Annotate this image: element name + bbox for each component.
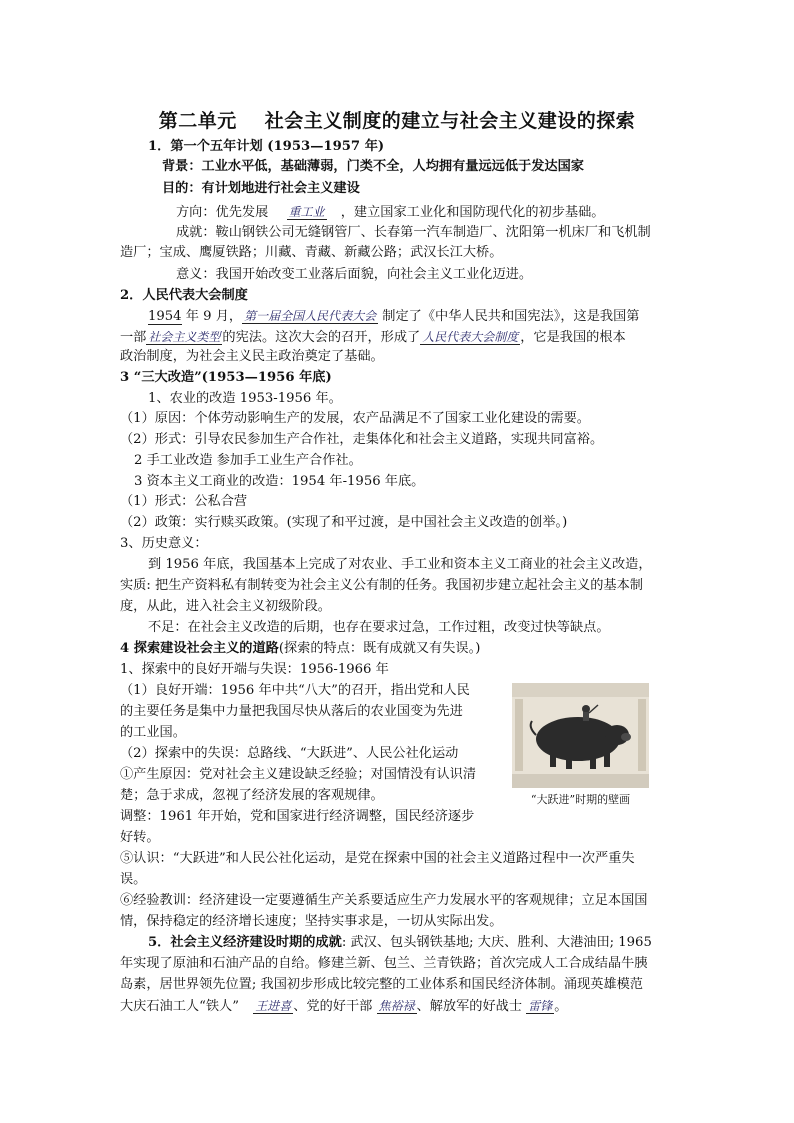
sec1-direction: 方向：优先发展 重工业 ，建立国家工业化和国防现代化的初步基础。 <box>176 205 605 220</box>
sec4-line-2: （1）良好开端：1956 年中共“八大”的召开，指出党和人民 <box>120 683 470 698</box>
sec2-line-1: 1954 年 9 月， 第一届全国人民代表大会 制定了《中华人民共和国宪法》，这是我国第 <box>148 309 640 324</box>
sec3-line-11: 度，从此，进入社会主义初级阶段。 <box>120 599 331 614</box>
sec4-line-12: ⑥经验教训：经济建设一定要遵循生产关系要适应生产力发展水平的客观规律；立足本国国 <box>120 893 648 908</box>
sec4-line-7: 楚；急于求成，忽视了经济发展的客观规律。 <box>120 788 384 803</box>
sec2-line-3: 政治制度，为社会主义民主政治奠定了基础。 <box>120 349 384 364</box>
sec3-line-10: 实质: 把生产资料私有制转变为社会主义公有制的任务。我国初步建立起社会主义的基本制 <box>120 578 643 593</box>
sec5-line-3: 岛素，居世界领先位置; 我国初步形成比较完整的工业体系和国民经济体制。涌现英雄模范 <box>120 977 643 992</box>
sec4-line-5: （2）探索中的失误：总路线、“大跃进”、人民公社化运动 <box>120 746 459 761</box>
sec3-line-12: 不足：在社会主义改造的后期，也存在要求过急，工作过粗，改变过快等缺点。 <box>148 620 610 635</box>
sec4-line-13: 情，保持稳定的经济增长速度；坚持实事求是，一切从实际出发。 <box>120 914 503 929</box>
sec4-line-1: 1、探索中的良好开端与失误：1956-1966 年 <box>120 662 389 677</box>
sec4-line-8: 调整：1961 年开始，党和国家进行经济调整，国民经济逐步 <box>120 809 475 824</box>
sec1-background: 背景：工业水平低，基础薄弱，门类不全，人均拥有量远远低于发达国家 <box>162 159 584 174</box>
sec1-purpose: 目的：有计划地进行社会主义建设 <box>162 181 360 196</box>
sec5-line-1: 5．社会主义经济建设时期的成就: 武汉、包头钢铁基地; 大庆、胜利、大港油田; 1965 <box>148 935 652 950</box>
sec3-line-9: 到 1956 年底，我国基本上完成了对农业、手工业和资本主义工商业的社会主义改造， <box>148 557 652 572</box>
sec3-line-6: （1）形式：公私合营 <box>120 494 248 509</box>
sec3-line-2: （1）原因：个体劳动影响生产的发展，农产品满足不了国家工业化建设的需要。 <box>120 411 590 426</box>
sec1-heading: 1．第一个五年计划 (1953—1957 年) <box>148 139 385 154</box>
mural-image <box>512 683 649 788</box>
sec1-achieve-1: 成就：鞍山钢铁公司无缝钢管厂、长春第一汽车制造厂、沈阳第一机床厂和飞机制 <box>176 225 651 240</box>
sec4-line-11: 误。 <box>120 872 147 887</box>
sec4-line-3: 的主要任务是集中力量把我国尽快从落后的农业国变为先进 <box>120 704 463 719</box>
sec1-meaning: 意义：我国开始改变工业落后面貌，向社会主义工业化迈进。 <box>176 267 533 282</box>
page-title: 第二单元 社会主义制度的建立与社会主义建设的探索 <box>158 110 636 132</box>
sec2-line-2: 一部 社会主义类型 的宪法。这次大会的召开，形成了 人民代表大会制度 ，它是我国的根本 <box>120 330 626 345</box>
sec3-heading: 3 “三大改造”(1953—1956 年底) <box>120 370 332 385</box>
sec5-line-2: 年实现了原油和石油产品的自给。修建兰新、包兰、兰青铁路；首次完成人工合成结晶牛胰 <box>120 956 648 971</box>
sec4-heading: 4 探索建设社会主义的道路(探索的特点：既有成就又有失误。) <box>120 641 481 656</box>
sec3-line-3: （2）形式：引导农民参加生产合作社，走集体化和社会主义道路，实现共同富裕。 <box>120 432 604 447</box>
sec4-line-4: 的工业国。 <box>120 725 186 740</box>
sec3-line-4: 2 手工业改造 参加手工业生产合作社。 <box>134 453 362 468</box>
sec4-line-10: ⑤认识：“大跃进”和人民公社化运动，是党在探索中国的社会主义道路过程中一次严重失 <box>120 851 635 866</box>
sec3-line-1: 1、农业的改造 1953-1956 年。 <box>148 391 342 406</box>
sec3-line-7: （2）政策：实行赎买政策。(实现了和平过渡，是中国社会主义改造的创举。) <box>120 515 568 530</box>
sec1-achieve-2: 造厂；宝成、鹰厦铁路；川藏、青藏、新藏公路；武汉长江大桥。 <box>120 245 503 260</box>
sec5-line-4: 大庆石油工人“铁人” 王进喜 、党的好干部 焦裕禄 、解放军的好战士 雷锋 。 <box>120 999 568 1014</box>
mural-caption: “大跃进”时期的壁画 <box>530 793 631 806</box>
sec3-line-5: 3 资本主义工商业的改造：1954 年-1956 年底。 <box>134 474 425 489</box>
sec3-line-8: 3、历史意义： <box>120 536 208 551</box>
mural-pig-illustration <box>512 683 649 788</box>
sec4-line-9: 好转。 <box>120 830 160 845</box>
sec4-line-6: ①产生原因：党对社会主义建设缺乏经验；对国情没有认识清 <box>120 767 477 782</box>
sec2-heading: 2．人民代表大会制度 <box>120 288 248 303</box>
